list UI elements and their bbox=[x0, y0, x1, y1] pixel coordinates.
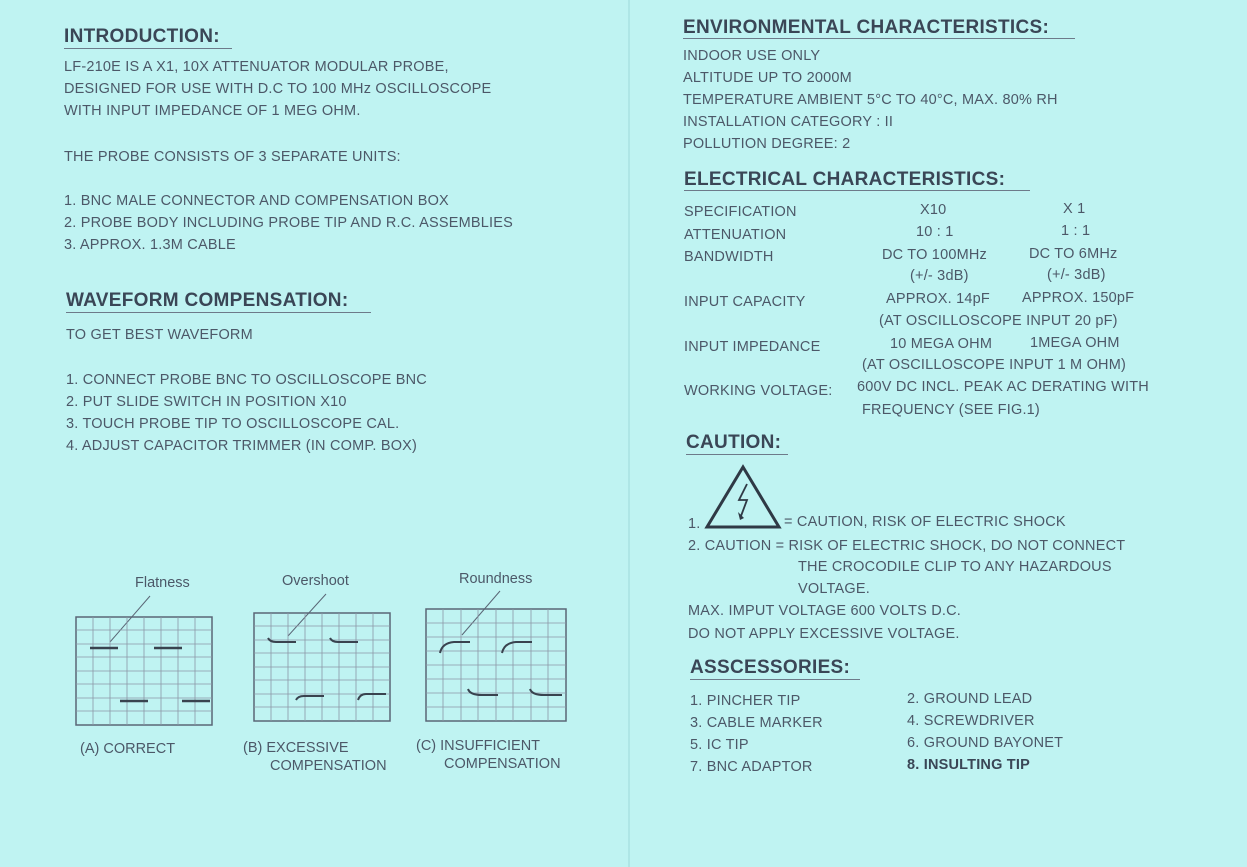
waveform-heading: WAVEFORM COMPENSATION: bbox=[66, 290, 349, 311]
voltage-value-2: FREQUENCY (SEE FIG.1) bbox=[862, 402, 1040, 418]
capacity-x10: APPROX. 14pF bbox=[886, 291, 990, 307]
step-item: 2. PUT SLIDE SWITCH IN POSITION X10 bbox=[66, 394, 347, 410]
caution-item2-line3: VOLTAGE. bbox=[798, 581, 870, 597]
flatness-callout: Flatness bbox=[135, 575, 190, 591]
spec-x1: X 1 bbox=[1063, 201, 1086, 217]
roundness-callout: Roundness bbox=[459, 571, 533, 587]
max-input-voltage: MAX. IMPUT VOLTAGE 600 VOLTS D.C. bbox=[688, 603, 962, 619]
accessories-left-list bbox=[690, 690, 823, 778]
electric-shock-warning-icon bbox=[703, 464, 783, 530]
voltage-value: 600V DC INCL. PEAK AC DERATING WITH bbox=[857, 379, 1149, 395]
introduction-underline bbox=[64, 48, 232, 49]
step-item: 1. CONNECT PROBE BNC TO OSCILLOSCOPE BNC bbox=[66, 372, 427, 388]
caption-c-line1: (C) INSUFFICIENT bbox=[416, 738, 541, 754]
intro-line: DESIGNED FOR USE WITH D.C TO 100 MHz OSCILLOSCOPE bbox=[64, 81, 492, 97]
consists-text: THE PROBE CONSISTS OF 3 SEPARATE UNITS: bbox=[64, 149, 401, 165]
caption-b-line2: COMPENSATION bbox=[270, 758, 387, 774]
caution-item1-text: = CAUTION, RISK OF ELECTRIC SHOCK bbox=[784, 514, 1066, 530]
accessory-item: 6. GROUND BAYONET bbox=[907, 735, 1064, 751]
introduction-heading: INTRODUCTION: bbox=[64, 26, 220, 47]
accessories-right-list bbox=[907, 688, 1063, 776]
attenuation-label: ATTENUATION bbox=[684, 227, 787, 243]
bandwidth-tol-x1: (+/- 3dB) bbox=[1047, 267, 1106, 283]
intro-line: WITH INPUT IMPEDANCE OF 1 MEG OHM. bbox=[64, 103, 361, 119]
impedance-note: (AT OSCILLOSCOPE INPUT 1 M OHM) bbox=[862, 357, 1127, 373]
caution-underline bbox=[686, 454, 788, 455]
scope-insufficient-figure bbox=[424, 585, 570, 727]
step-item: 4. ADJUST CAPACITOR TRIMMER (IN COMP. BOX) bbox=[66, 438, 418, 454]
unit-item: 3. APPROX. 1.3M CABLE bbox=[64, 237, 236, 253]
accessory-item: 1. PINCHER TIP bbox=[690, 693, 801, 709]
scope-excessive-figure bbox=[252, 588, 392, 728]
introduction-text bbox=[64, 56, 491, 122]
caution-item1-number: 1. bbox=[688, 516, 701, 532]
no-excessive-voltage: DO NOT APPLY EXCESSIVE VOLTAGE. bbox=[688, 626, 960, 642]
capacity-note: (AT OSCILLOSCOPE INPUT 20 pF) bbox=[879, 313, 1118, 329]
waveform-underline bbox=[66, 312, 371, 313]
caution-item2-line2: THE CROCODILE CLIP TO ANY HAZARDOUS bbox=[798, 559, 1112, 575]
environmental-heading: ENVIRONMENTAL CHARACTERISTICS: bbox=[683, 17, 1050, 38]
page-fold bbox=[628, 0, 630, 867]
env-line: ALTITUDE UP TO 2000M bbox=[683, 70, 852, 86]
environmental-underline bbox=[683, 38, 1075, 39]
caption-b-line1: (B) EXCESSIVE bbox=[243, 740, 349, 756]
electrical-underline bbox=[684, 190, 1030, 191]
scope-correct-figure bbox=[74, 590, 214, 730]
impedance-x10: 10 MEGA OHM bbox=[890, 336, 993, 352]
accessory-item: 3. CABLE MARKER bbox=[690, 715, 823, 731]
capacity-label: INPUT CAPACITY bbox=[684, 294, 806, 310]
capacity-x1: APPROX. 150pF bbox=[1022, 290, 1135, 306]
attenuation-x1: 1 : 1 bbox=[1061, 223, 1091, 239]
accessory-item: 5. IC TIP bbox=[690, 737, 749, 753]
bandwidth-x10: DC TO 100MHz bbox=[882, 247, 988, 263]
accessory-item: 7. BNC ADAPTOR bbox=[690, 759, 813, 775]
unit-item: 1. BNC MALE CONNECTOR AND COMPENSATION BOX bbox=[64, 193, 449, 209]
intro-line: LF-210E IS A X1, 10X ATTENUATOR MODULAR PROBE, bbox=[64, 59, 449, 75]
env-line: TEMPERATURE AMBIENT 5°C TO 40°C, MAX. 80% RH bbox=[683, 92, 1058, 108]
step-item: 3. TOUCH PROBE TIP TO OSCILLOSCOPE CAL. bbox=[66, 416, 400, 432]
env-line: POLLUTION DEGREE: 2 bbox=[683, 136, 851, 152]
spec-label: SPECIFICATION bbox=[684, 204, 797, 220]
waveform-intro: TO GET BEST WAVEFORM bbox=[66, 327, 253, 343]
waveform-steps bbox=[66, 369, 427, 457]
caution-item2-line1: 2. CAUTION = RISK OF ELECTRIC SHOCK, DO NOT CONNECT bbox=[688, 538, 1126, 554]
env-line: INDOOR USE ONLY bbox=[683, 48, 821, 64]
caution-heading: CAUTION: bbox=[686, 432, 782, 453]
caption-c-line2: COMPENSATION bbox=[444, 756, 561, 772]
accessory-item: 2. GROUND LEAD bbox=[907, 691, 1033, 707]
impedance-label: INPUT IMPEDANCE bbox=[684, 339, 821, 355]
overshoot-callout: Overshoot bbox=[282, 573, 349, 589]
accessory-item: 4. SCREWDRIVER bbox=[907, 713, 1035, 729]
impedance-x1: 1MEGA OHM bbox=[1030, 335, 1120, 351]
environmental-list bbox=[683, 45, 1058, 155]
spec-x10: X10 bbox=[920, 202, 947, 218]
electrical-heading: ELECTRICAL CHARACTERISTICS: bbox=[684, 169, 1006, 190]
env-line: INSTALLATION CATEGORY : II bbox=[683, 114, 894, 130]
bandwidth-tol-x10: (+/- 3dB) bbox=[910, 268, 969, 284]
bandwidth-label: BANDWIDTH bbox=[684, 249, 774, 265]
accessories-underline bbox=[690, 679, 860, 680]
unit-item: 2. PROBE BODY INCLUDING PROBE TIP AND R.C. ASSEMBLIES bbox=[64, 215, 513, 231]
attenuation-x10: 10 : 1 bbox=[916, 224, 954, 240]
accessories-heading: ASSCESSORIES: bbox=[690, 657, 851, 678]
unit-list bbox=[64, 190, 513, 256]
bandwidth-x1: DC TO 6MHz bbox=[1029, 246, 1118, 262]
accessory-item: 8. INSULTING TIP bbox=[907, 757, 1030, 773]
voltage-label: WORKING VOLTAGE: bbox=[684, 383, 833, 399]
caption-a: (A) CORRECT bbox=[80, 741, 176, 757]
